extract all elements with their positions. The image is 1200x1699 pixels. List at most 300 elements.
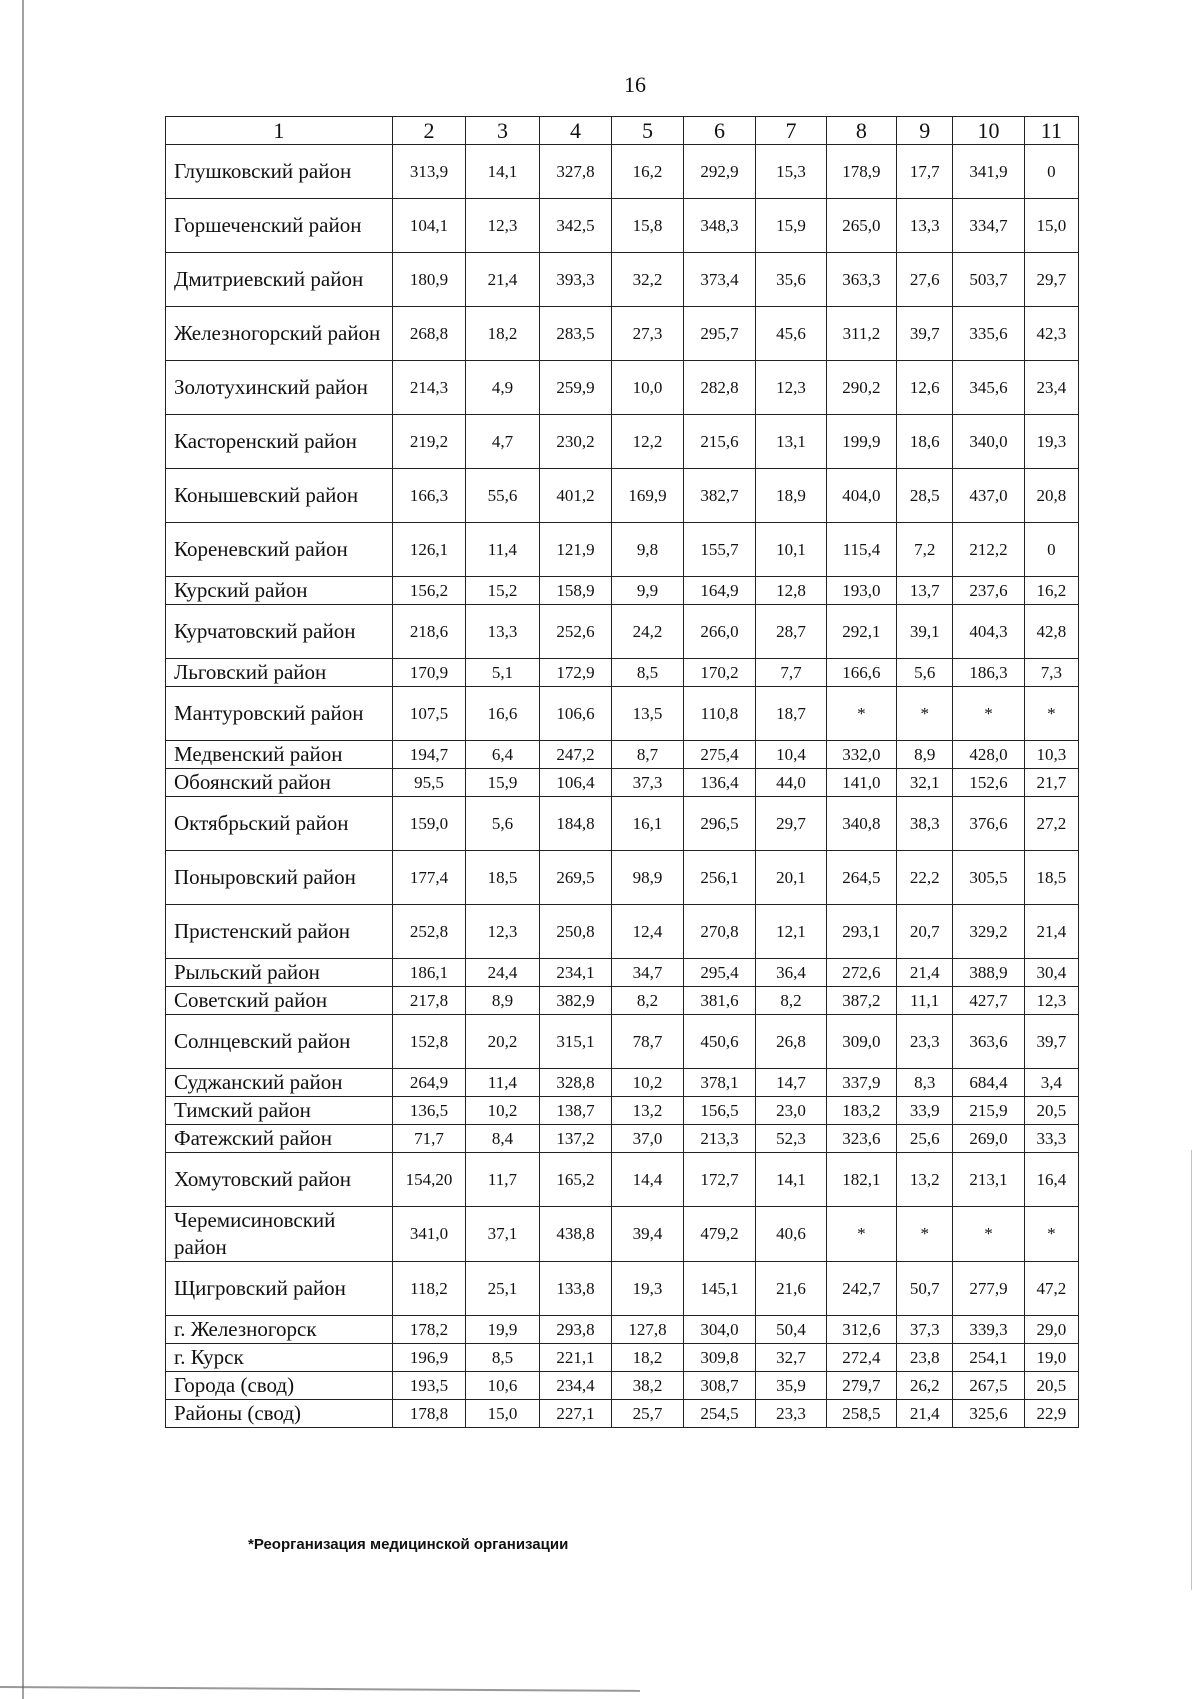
value-cell: * [953, 1207, 1024, 1262]
district-name-cell: Кореневский район [166, 523, 393, 577]
value-cell: 32,7 [756, 1344, 826, 1372]
value-cell: 256,1 [683, 851, 756, 905]
value-cell: 20,8 [1024, 469, 1078, 523]
value-cell: 16,6 [466, 687, 540, 741]
value-cell: 118,2 [392, 1262, 466, 1316]
district-name-cell: Рыльский район [166, 959, 393, 987]
value-cell: 12,3 [466, 905, 540, 959]
value-cell: 16,2 [1024, 577, 1078, 605]
value-cell: 382,7 [683, 469, 756, 523]
value-cell: 341,9 [953, 145, 1024, 199]
value-cell: 259,9 [539, 361, 612, 415]
table-row [166, 959, 1079, 987]
value-cell: 12,3 [756, 361, 826, 415]
table-row [166, 605, 1079, 659]
value-cell: 0 [1024, 145, 1078, 199]
value-cell: 178,8 [392, 1400, 466, 1428]
value-cell: 35,6 [756, 253, 826, 307]
table-row [166, 905, 1079, 959]
table-row [166, 1069, 1079, 1097]
value-cell: 24,4 [466, 959, 540, 987]
value-cell: 6,4 [466, 741, 540, 769]
value-cell: 121,9 [539, 523, 612, 577]
value-cell: 16,1 [612, 797, 683, 851]
table-row [166, 1097, 1079, 1125]
column-header: 4 [539, 117, 612, 145]
table-row [166, 1316, 1079, 1344]
value-cell: 14,7 [756, 1069, 826, 1097]
value-cell: 37,0 [612, 1125, 683, 1153]
value-cell: 19,9 [466, 1316, 540, 1344]
district-name-cell: г. Железногорск [166, 1316, 393, 1344]
value-cell: 21,6 [756, 1262, 826, 1316]
value-cell: 381,6 [683, 987, 756, 1015]
value-cell: 152,8 [392, 1015, 466, 1069]
value-cell: 194,7 [392, 741, 466, 769]
value-cell: 19,0 [1024, 1344, 1078, 1372]
value-cell: 4,9 [466, 361, 540, 415]
value-cell: 388,9 [953, 959, 1024, 987]
value-cell: 219,2 [392, 415, 466, 469]
value-cell: 401,2 [539, 469, 612, 523]
value-cell: 230,2 [539, 415, 612, 469]
value-cell: * [1024, 687, 1078, 741]
value-cell: 340,0 [953, 415, 1024, 469]
value-cell: * [953, 687, 1024, 741]
value-cell: 42,8 [1024, 605, 1078, 659]
value-cell: 14,1 [756, 1153, 826, 1207]
value-cell: 186,1 [392, 959, 466, 987]
value-cell: 20,5 [1024, 1097, 1078, 1125]
value-cell: 3,4 [1024, 1069, 1078, 1097]
table-row [166, 1372, 1079, 1400]
value-cell: 329,2 [953, 905, 1024, 959]
value-cell: 17,7 [897, 145, 953, 199]
value-cell: 479,2 [683, 1207, 756, 1262]
value-cell: 133,8 [539, 1262, 612, 1316]
value-cell: 10,6 [466, 1372, 540, 1400]
column-header: 11 [1024, 117, 1078, 145]
value-cell: 252,8 [392, 905, 466, 959]
district-name-cell: Касторенский район [166, 415, 393, 469]
value-cell: 11,7 [466, 1153, 540, 1207]
value-cell: 212,2 [953, 523, 1024, 577]
district-name-cell: Октябрьский район [166, 797, 393, 851]
value-cell: 427,7 [953, 987, 1024, 1015]
value-cell: 8,9 [897, 741, 953, 769]
value-cell: 20,5 [1024, 1372, 1078, 1400]
value-cell: 309,8 [683, 1344, 756, 1372]
table-row [166, 523, 1079, 577]
value-cell: 172,7 [683, 1153, 756, 1207]
value-cell: 8,5 [466, 1344, 540, 1372]
value-cell: 296,5 [683, 797, 756, 851]
value-cell: 382,9 [539, 987, 612, 1015]
value-cell: 334,7 [953, 199, 1024, 253]
value-cell: 213,1 [953, 1153, 1024, 1207]
value-cell: 136,5 [392, 1097, 466, 1125]
column-header: 5 [612, 117, 683, 145]
page-edge-right [1191, 1150, 1192, 1590]
value-cell: 8,4 [466, 1125, 540, 1153]
value-cell: 28,5 [897, 469, 953, 523]
value-cell: 404,3 [953, 605, 1024, 659]
header-row [166, 117, 1079, 145]
value-cell: 106,6 [539, 687, 612, 741]
value-cell: 292,9 [683, 145, 756, 199]
value-cell: 19,3 [612, 1262, 683, 1316]
table-row [166, 1153, 1079, 1207]
value-cell: 18,7 [756, 687, 826, 741]
value-cell: 341,0 [392, 1207, 466, 1262]
value-cell: 39,1 [897, 605, 953, 659]
value-cell: 268,8 [392, 307, 466, 361]
value-cell: 227,1 [539, 1400, 612, 1428]
value-cell: 32,2 [612, 253, 683, 307]
value-cell: 328,8 [539, 1069, 612, 1097]
value-cell: 182,1 [826, 1153, 896, 1207]
value-cell: 10,0 [612, 361, 683, 415]
district-name-cell: Дмитриевский район [166, 253, 393, 307]
table-row [166, 1262, 1079, 1316]
value-cell: 15,3 [756, 145, 826, 199]
value-cell: 23,3 [756, 1400, 826, 1428]
value-cell: 25,6 [897, 1125, 953, 1153]
value-cell: 13,3 [897, 199, 953, 253]
value-cell: 50,7 [897, 1262, 953, 1316]
district-name-cell: Поныровский район [166, 851, 393, 905]
value-cell: 29,0 [1024, 1316, 1078, 1344]
value-cell: 295,4 [683, 959, 756, 987]
value-cell: 45,6 [756, 307, 826, 361]
value-cell: 295,7 [683, 307, 756, 361]
value-cell: 8,7 [612, 741, 683, 769]
value-cell: 282,8 [683, 361, 756, 415]
value-cell: 313,9 [392, 145, 466, 199]
value-cell: 7,3 [1024, 659, 1078, 687]
column-header: 7 [756, 117, 826, 145]
value-cell: 10,2 [612, 1069, 683, 1097]
value-cell: 323,6 [826, 1125, 896, 1153]
value-cell: 9,9 [612, 577, 683, 605]
district-name-cell: Льговский район [166, 659, 393, 687]
column-header: 8 [826, 117, 896, 145]
value-cell: 12,4 [612, 905, 683, 959]
value-cell: 234,4 [539, 1372, 612, 1400]
table-row [166, 1125, 1079, 1153]
value-cell: 304,0 [683, 1316, 756, 1344]
district-name-cell: Конышевский район [166, 469, 393, 523]
value-cell: 37,3 [897, 1316, 953, 1344]
value-cell: 24,2 [612, 605, 683, 659]
value-cell: 13,2 [612, 1097, 683, 1125]
value-cell: 503,7 [953, 253, 1024, 307]
value-cell: 15,9 [466, 769, 540, 797]
value-cell: 159,0 [392, 797, 466, 851]
table-row [166, 769, 1079, 797]
value-cell: 0 [1024, 523, 1078, 577]
value-cell: 258,5 [826, 1400, 896, 1428]
value-cell: * [897, 1207, 953, 1262]
value-cell: 339,3 [953, 1316, 1024, 1344]
value-cell: 21,4 [897, 959, 953, 987]
value-cell: 44,0 [756, 769, 826, 797]
value-cell: 50,4 [756, 1316, 826, 1344]
district-name-cell: Горшеченский район [166, 199, 393, 253]
value-cell: 18,2 [466, 307, 540, 361]
table-row [166, 741, 1079, 769]
column-header: 1 [166, 117, 393, 145]
table-row [166, 199, 1079, 253]
value-cell: 33,3 [1024, 1125, 1078, 1153]
district-name-cell: Хомутовский район [166, 1153, 393, 1207]
table-row [166, 659, 1079, 687]
value-cell: 36,4 [756, 959, 826, 987]
value-cell: 22,2 [897, 851, 953, 905]
value-cell: 152,6 [953, 769, 1024, 797]
value-cell: 218,6 [392, 605, 466, 659]
value-cell: 166,6 [826, 659, 896, 687]
value-cell: 34,7 [612, 959, 683, 987]
value-cell: 13,7 [897, 577, 953, 605]
value-cell: 279,7 [826, 1372, 896, 1400]
table-row [166, 1015, 1079, 1069]
value-cell: 290,2 [826, 361, 896, 415]
value-cell: 199,9 [826, 415, 896, 469]
value-cell: 8,2 [756, 987, 826, 1015]
value-cell: 215,6 [683, 415, 756, 469]
value-cell: 7,7 [756, 659, 826, 687]
value-cell: 327,8 [539, 145, 612, 199]
value-cell: 20,7 [897, 905, 953, 959]
value-cell: 16,4 [1024, 1153, 1078, 1207]
district-name-cell: Пристенский район [166, 905, 393, 959]
district-name-cell: Железногорский район [166, 307, 393, 361]
value-cell: 15,2 [466, 577, 540, 605]
value-cell: 340,8 [826, 797, 896, 851]
value-cell: 155,7 [683, 523, 756, 577]
value-cell: 166,3 [392, 469, 466, 523]
value-cell: 215,9 [953, 1097, 1024, 1125]
value-cell: 42,3 [1024, 307, 1078, 361]
value-cell: 12,6 [897, 361, 953, 415]
value-cell: 95,5 [392, 769, 466, 797]
value-cell: 170,2 [683, 659, 756, 687]
value-cell: 15,8 [612, 199, 683, 253]
value-cell: 342,5 [539, 199, 612, 253]
value-cell: 145,1 [683, 1262, 756, 1316]
value-cell: 13,2 [897, 1153, 953, 1207]
value-cell: 193,5 [392, 1372, 466, 1400]
value-cell: 21,4 [897, 1400, 953, 1428]
value-cell: 32,1 [897, 769, 953, 797]
district-name-cell: г. Курск [166, 1344, 393, 1372]
column-header: 3 [466, 117, 540, 145]
value-cell: 13,1 [756, 415, 826, 469]
value-cell: 18,6 [897, 415, 953, 469]
value-cell: 137,2 [539, 1125, 612, 1153]
value-cell: 10,2 [466, 1097, 540, 1125]
value-cell: 10,4 [756, 741, 826, 769]
value-cell: 217,8 [392, 987, 466, 1015]
district-name-cell: Черемисиновский район [166, 1207, 393, 1262]
value-cell: 12,3 [466, 199, 540, 253]
value-cell: 196,9 [392, 1344, 466, 1372]
district-name-cell: Фатежский район [166, 1125, 393, 1153]
value-cell: 180,9 [392, 253, 466, 307]
value-cell: 8,3 [897, 1069, 953, 1097]
value-cell: 393,3 [539, 253, 612, 307]
district-name-cell: Города (свод) [166, 1372, 393, 1400]
value-cell: 27,2 [1024, 797, 1078, 851]
value-cell: 169,9 [612, 469, 683, 523]
value-cell: 15,0 [1024, 199, 1078, 253]
value-cell: 247,2 [539, 741, 612, 769]
value-cell: 18,2 [612, 1344, 683, 1372]
value-cell: 404,0 [826, 469, 896, 523]
value-cell: 12,1 [756, 905, 826, 959]
value-cell: 164,9 [683, 577, 756, 605]
footnote: *Реорганизация медицинской организации [248, 1536, 569, 1553]
table-row [166, 851, 1079, 905]
value-cell: 308,7 [683, 1372, 756, 1400]
table-row [166, 415, 1079, 469]
table-row [166, 1400, 1079, 1428]
value-cell: 254,1 [953, 1344, 1024, 1372]
value-cell: 5,6 [466, 797, 540, 851]
value-cell: 158,9 [539, 577, 612, 605]
table-row [166, 145, 1079, 199]
value-cell: 15,0 [466, 1400, 540, 1428]
value-cell: 20,1 [756, 851, 826, 905]
district-name-cell: Глушковский район [166, 145, 393, 199]
district-name-cell: Медвенский район [166, 741, 393, 769]
value-cell: 345,6 [953, 361, 1024, 415]
value-cell: 126,1 [392, 523, 466, 577]
value-cell: 107,5 [392, 687, 466, 741]
value-cell: 20,2 [466, 1015, 540, 1069]
value-cell: 178,9 [826, 145, 896, 199]
value-cell: * [897, 687, 953, 741]
value-cell: 154,20 [392, 1153, 466, 1207]
value-cell: 376,6 [953, 797, 1024, 851]
value-cell: 165,2 [539, 1153, 612, 1207]
value-cell: 264,5 [826, 851, 896, 905]
table-row [166, 1344, 1079, 1372]
table-body [166, 145, 1079, 1428]
table-row [166, 361, 1079, 415]
value-cell: 28,7 [756, 605, 826, 659]
value-cell: 156,5 [683, 1097, 756, 1125]
value-cell: 4,7 [466, 415, 540, 469]
value-cell: 115,4 [826, 523, 896, 577]
value-cell: 11,4 [466, 1069, 540, 1097]
value-cell: 7,2 [897, 523, 953, 577]
value-cell: 348,3 [683, 199, 756, 253]
value-cell: 26,2 [897, 1372, 953, 1400]
page-number: 16 [624, 72, 646, 97]
value-cell: 242,7 [826, 1262, 896, 1316]
value-cell: 138,7 [539, 1097, 612, 1125]
value-cell: 29,7 [1024, 253, 1078, 307]
value-cell: 12,8 [756, 577, 826, 605]
value-cell: 178,2 [392, 1316, 466, 1344]
value-cell: 10,1 [756, 523, 826, 577]
value-cell: 8,5 [612, 659, 683, 687]
value-cell: 312,6 [826, 1316, 896, 1344]
value-cell: 18,9 [756, 469, 826, 523]
value-cell: 213,3 [683, 1125, 756, 1153]
value-cell: 363,3 [826, 253, 896, 307]
value-cell: 363,6 [953, 1015, 1024, 1069]
value-cell: 39,4 [612, 1207, 683, 1262]
value-cell: 311,2 [826, 307, 896, 361]
table-row [166, 307, 1079, 361]
value-cell: 266,0 [683, 605, 756, 659]
value-cell: 335,6 [953, 307, 1024, 361]
value-cell: 12,3 [1024, 987, 1078, 1015]
value-cell: 37,1 [466, 1207, 540, 1262]
value-cell: 237,6 [953, 577, 1024, 605]
value-cell: 270,8 [683, 905, 756, 959]
value-cell: 214,3 [392, 361, 466, 415]
district-name-cell: Курский район [166, 577, 393, 605]
value-cell: 8,2 [612, 987, 683, 1015]
value-cell: 156,2 [392, 577, 466, 605]
table-header [166, 117, 1079, 145]
value-cell: 10,3 [1024, 741, 1078, 769]
district-name-cell: Золотухинский район [166, 361, 393, 415]
value-cell: 27,3 [612, 307, 683, 361]
value-cell: 26,8 [756, 1015, 826, 1069]
table-row [166, 253, 1079, 307]
value-cell: 52,3 [756, 1125, 826, 1153]
value-cell: 337,9 [826, 1069, 896, 1097]
column-header: 6 [683, 117, 756, 145]
table-row [166, 469, 1079, 523]
value-cell: 15,9 [756, 199, 826, 253]
district-name-cell: Мантуровский район [166, 687, 393, 741]
value-cell: 38,3 [897, 797, 953, 851]
value-cell: 684,4 [953, 1069, 1024, 1097]
value-cell: 8,9 [466, 987, 540, 1015]
column-header: 10 [953, 117, 1024, 145]
district-name-cell: Щигровский район [166, 1262, 393, 1316]
value-cell: 272,6 [826, 959, 896, 987]
district-name-cell: Тимский район [166, 1097, 393, 1125]
value-cell: 272,4 [826, 1344, 896, 1372]
value-cell: 437,0 [953, 469, 1024, 523]
value-cell: 254,5 [683, 1400, 756, 1428]
value-cell: * [1024, 1207, 1078, 1262]
value-cell: 110,8 [683, 687, 756, 741]
value-cell: 23,8 [897, 1344, 953, 1372]
value-cell: 13,3 [466, 605, 540, 659]
value-cell: 293,8 [539, 1316, 612, 1344]
value-cell: 5,6 [897, 659, 953, 687]
table-container [165, 116, 1079, 1428]
value-cell: * [826, 687, 896, 741]
value-cell: 104,1 [392, 199, 466, 253]
value-cell: 27,6 [897, 253, 953, 307]
value-cell: 39,7 [1024, 1015, 1078, 1069]
value-cell: 438,8 [539, 1207, 612, 1262]
value-cell: 265,0 [826, 199, 896, 253]
value-cell: 25,1 [466, 1262, 540, 1316]
value-cell: 269,5 [539, 851, 612, 905]
district-name-cell: Суджанский район [166, 1069, 393, 1097]
value-cell: 177,4 [392, 851, 466, 905]
